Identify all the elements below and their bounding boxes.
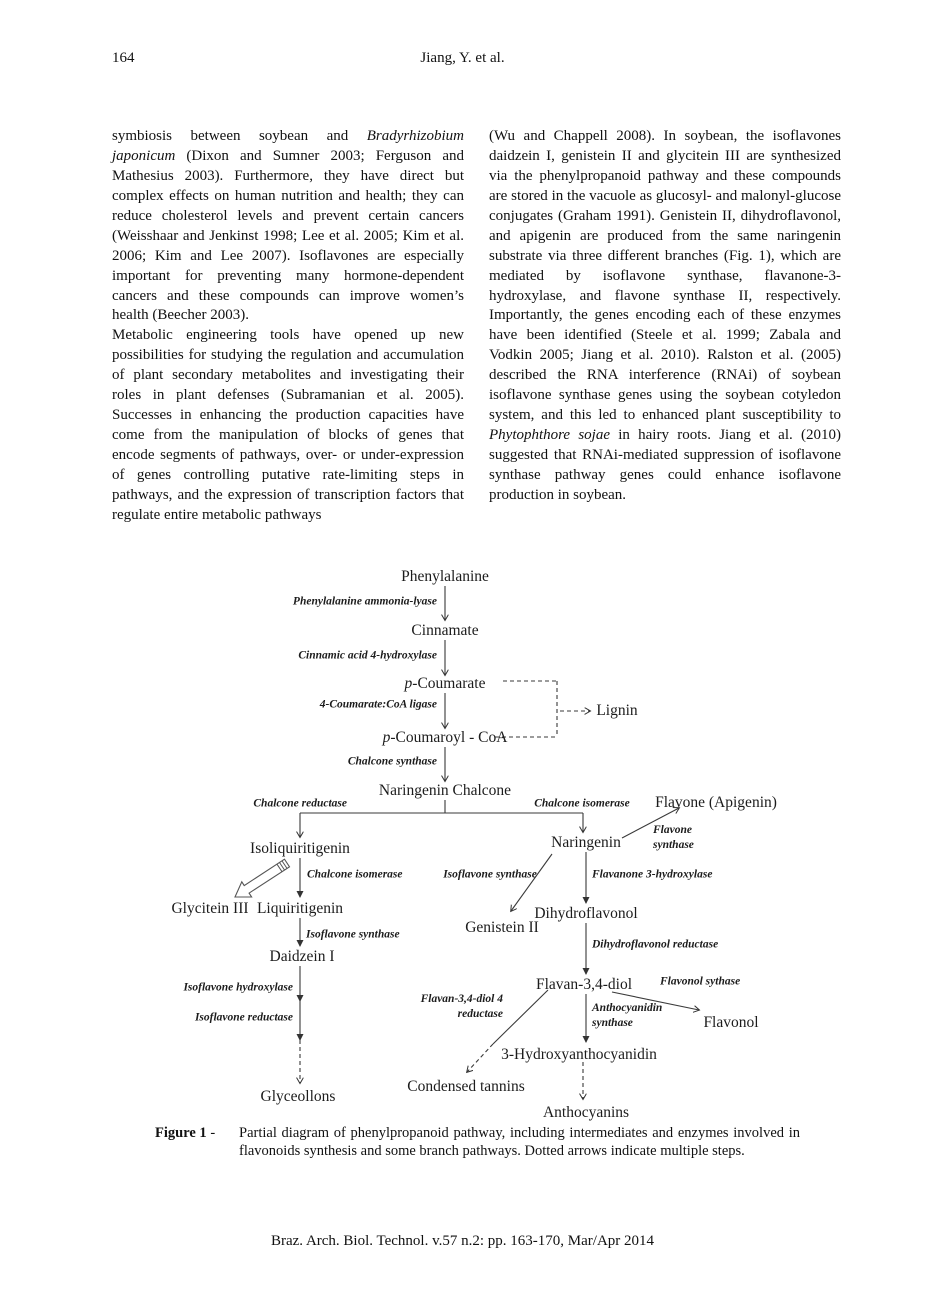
- node-flavone-apigenin: Flavone (Apigenin): [655, 794, 777, 811]
- node-flavonol: Flavonol: [703, 1014, 759, 1031]
- node-glycitein-iii: Glycitein III: [171, 900, 249, 917]
- enzyme-label: Isoflavone reductase: [194, 1011, 293, 1024]
- enzyme-label: Flavonol sythase: [660, 975, 741, 988]
- enzyme-label: 4-Coumarate:CoA ligase: [319, 698, 437, 711]
- enzyme-label: Chalcone reductase: [253, 797, 347, 810]
- enzyme-label: Isoflavone synthase: [443, 868, 537, 881]
- node-p-coumaroyl-coa: p-Coumaroyl - CoA: [382, 729, 508, 746]
- enzyme-label: Chalcone isomerase: [534, 797, 630, 810]
- node-3-hydroxyanthocyanidin: 3-Hydroxyanthocyanidin: [501, 1046, 657, 1063]
- node-genistein-ii: Genistein II: [465, 919, 539, 936]
- node-p-coumarate: p-Coumarate: [404, 675, 486, 692]
- node-naringenin-chalcone: Naringenin Chalcone: [378, 782, 512, 799]
- arrow: [511, 854, 552, 911]
- node-lignin: Lignin: [596, 702, 638, 719]
- figure-caption: [155, 1124, 800, 1161]
- enzyme-label: Anthocyanidin synthase: [592, 1002, 663, 1029]
- paragraph: (Wu and Chappell 2008). In soybean, the isoflavones daidzein I, genistein II and glycitein III are synthesized via the phenylpropanoid pathway and these compounds are stored in the vacuole as glucosyl- and malonyl-glucose conjugates (Graham 1991). Genistein II, dihydroflavonol, and apigenin are produced from the same naringenin substrate via three different branches (Fig. 1), which are mediated by isoflavone synthase, flavanone-3-hydroxylase, and flavone synthase II, respectively. Importantly, the genes encoding each of these enzymes have been identified (Steele et al. 1999; Zabala and Vodkin 2005; Jiang et al. 2010). Ralston et al. (2005) described the RNA interference (RNAi) of soybean isoflavone synthase genes using the soybean cotyledon system, and this led to enhanced plant susceptibility to Phytophthore sojae in hairy roots. Jiang et al. (2010) suggested that RNAi-mediated suppression of isoflavone synthase pathway genes could enhance isoflavone production in soybean.: [489, 128, 841, 503]
- node-isoliquiritigenin: Isoliquiritigenin: [250, 840, 350, 857]
- paragraph: symbiosis between soybean and Bradyrhizobium japonicum (Dixon and Sumner 2003; Ferguson and Mathesius 2003). Furthermore, they have direct but complex effects on human nutrition and health; they can reduce cholesterol levels and prevent certain cancers (Weisshaar and Jenkinst 1998; Lee et al. 2005; Kim et al. 2006; Kim and Lee 2007). Isoflavones are especially important for preventing many hormone-dependent cancers and these compounds can improve women’s health (Beecher 2003).: [112, 128, 464, 324]
- paragraph: Metabolic engineering tools have opened up new possibilities for studying the regulation and accumulation of plant secondary metabolites and investigating their roles in plant defenses (Subramanian et al. 2005). Successes in enhancing the production capacities have come from the manipulation of blocks of genes that encode segments of pathways, over- or under-expression of genes controlling putative rate-limiting steps in pathways, and the expression of transcription factors that regulate entire metabolic pathways: [112, 327, 464, 523]
- node-flavan-34-diol: Flavan-3,4-diol: [536, 976, 632, 993]
- enzyme-label: Chalcone synthase: [347, 755, 437, 768]
- node-anthocyanins: Anthocyanins: [542, 1104, 630, 1121]
- node-phenylalanine: Phenylalanine: [401, 568, 489, 585]
- enzyme-label: Cinnamic acid 4-hydroxylase: [298, 649, 437, 662]
- node-condensed-tannins: Condensed tannins: [407, 1078, 525, 1095]
- figure-caption-label: Figure 1 -: [155, 1125, 216, 1141]
- enzyme-label: Isoflavone synthase: [306, 928, 400, 941]
- enzyme-label: Isoflavone hydroxylase: [183, 981, 293, 994]
- arrow: [467, 1044, 493, 1072]
- enzyme-label: Phenylalanine ammonia-lyase: [292, 595, 437, 608]
- figure-caption-text: Partial diagram of phenylpropanoid pathway, including intermediates and enzymes involved in flavonoids synthesis and some branch pathways. Dotted arrows indicate multiple steps.: [239, 1125, 800, 1160]
- running-title: Jiang, Y. et al.: [420, 50, 505, 66]
- node-daidzein-i: Daidzein I: [269, 948, 335, 965]
- node-naringenin: Naringenin: [551, 834, 621, 851]
- enzyme-label: Flavanone 3-hydroxylase: [592, 868, 713, 881]
- node-cinnamate: Cinnamate: [411, 622, 479, 639]
- enzyme-label: Chalcone isomerase: [307, 868, 403, 881]
- journal-footer: Braz. Arch. Biol. Technol. v.57 n.2: pp. 163-170, Mar/Apr 2014: [270, 1233, 655, 1249]
- node-dihydroflavonol: Dihydroflavonol: [534, 905, 638, 922]
- enzyme-label: Flavan-3,4-diol 4 reductase: [420, 993, 503, 1020]
- page-number: 164: [112, 50, 135, 66]
- enzyme-label: Dihydroflavonol reductase: [592, 938, 719, 951]
- block-arrow-glycitein: [235, 859, 290, 897]
- node-liquiritigenin: Liquiritigenin: [256, 900, 344, 917]
- node-glyceollons: Glyceollons: [260, 1088, 336, 1105]
- enzyme-label: Flavone synthase: [653, 824, 694, 851]
